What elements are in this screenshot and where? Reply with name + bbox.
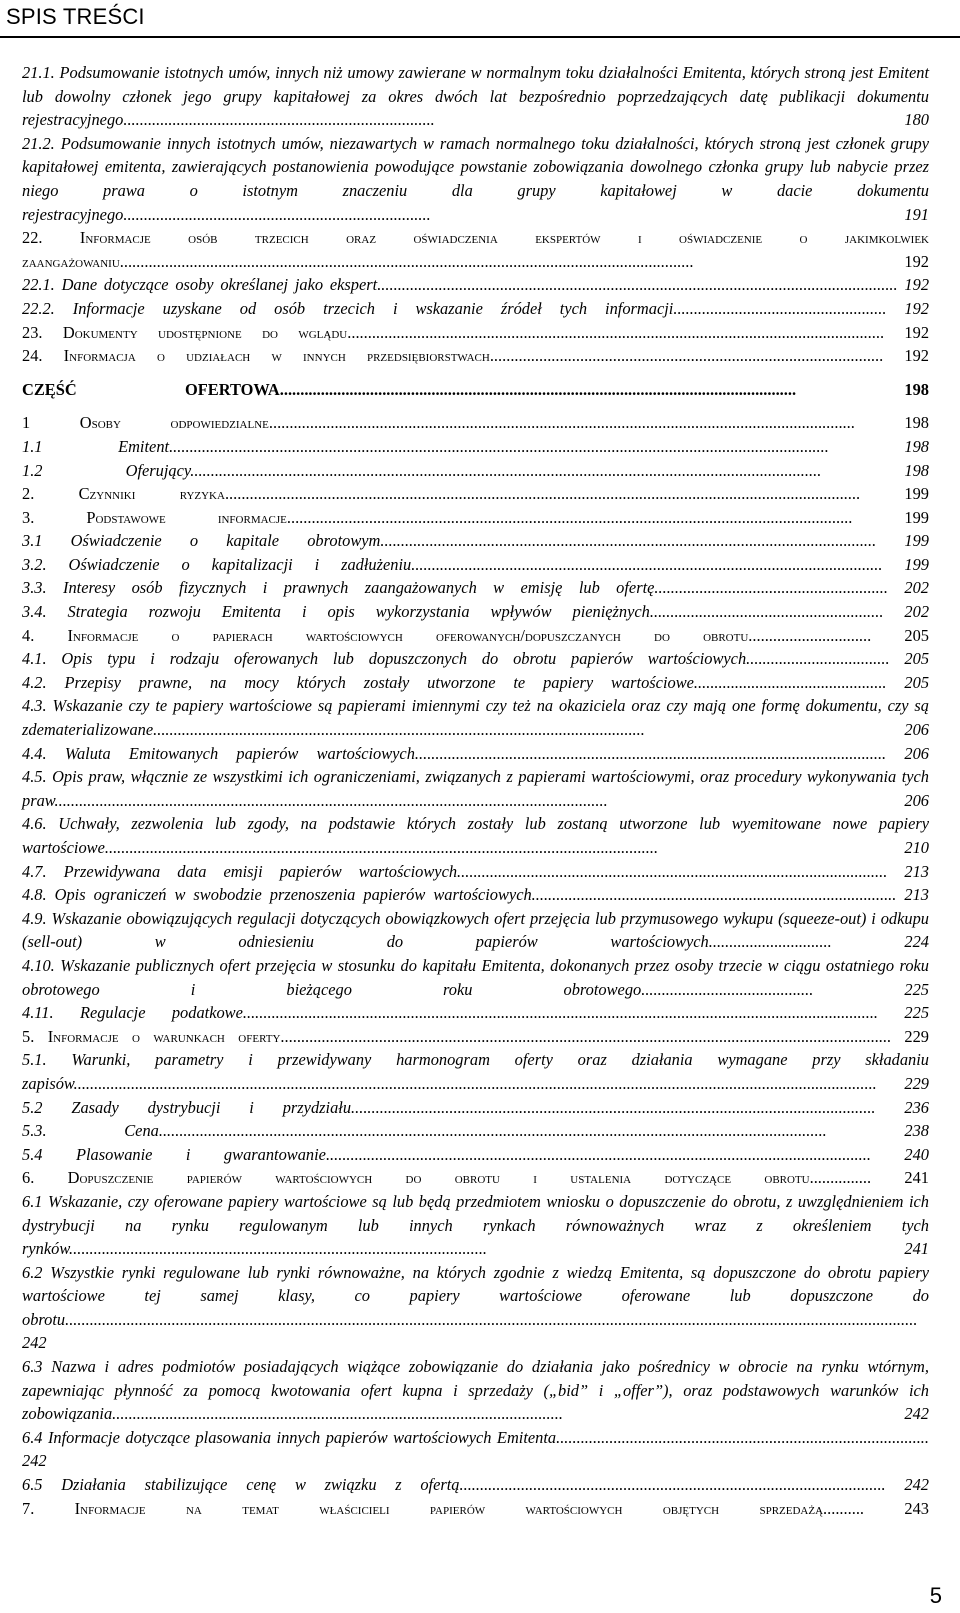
toc-entry-text: 6.1 Wskazanie, czy oferowane papiery wartościowe są lub będą przedmiotem wniosku o dopuszczenie do obrotu, z uwzględnieniem ich dystrybucji na rynku regulowanym lub innych rynkach równoważnych wraz z określeniem tych rynków: [22, 1191, 929, 1259]
toc-entry-page: 192: [904, 275, 930, 295]
toc-entry-text: 1.1 Emitent: [22, 436, 170, 456]
toc-entry-page: 242: [22, 1451, 47, 1471]
header-divider: [0, 36, 960, 38]
toc-entry-4-10[interactable]: 4.10. Wskazanie publicznych ofert przejęcia w stosunku do kapitału Emitenta, dokonanych przez osoby trzecie w ciągu ostatniego roku obrotowego i bieżącego roku obrotowego.......................................... 225: [22, 955, 929, 999]
toc-entry-text: 7. Informacje na temat właścicieli papierów wartościowych objętych sprzedażą: [22, 1498, 824, 1518]
toc-entry-text: 23. Dokumenty udostępnione do wglądu: [22, 322, 348, 342]
toc-entry-4-7[interactable]: 4.7. Przewidywana data emisji papierów wartościowych......................................................................................................... 213: [22, 861, 929, 881]
toc-entry-text: 5.1. Warunki, parametry i przewidywany harmonogram oferty oraz działania wymagane przy składaniu zapisów.: [22, 1050, 929, 1093]
toc-entry-czesc-ofertowa[interactable]: CZĘŚĆ OFERTOWA.............................................................................................................................. 198: [22, 379, 929, 399]
toc-entry-page: 224: [904, 932, 929, 952]
toc-entry-text: 21.1. Podsumowanie istotnych umów, innych niż umowy zawierane w normalnym toku działalności Emitenta, których stroną jest Emitent lub dowolny członek jego grupy kapitałowej za okres dwóch lat bezpośrednio poprzedzających datę publikacji dokumentu rejestracyjnego: [22, 63, 929, 130]
toc-entry-text: 21.2. Podsumowanie innych istotnych umów, niezawartych w ramach normalnego toku działalności, których stroną jest członek grupy kapitałowej emitenta, zawierających postanowienia powodujące powstanie zobowiązania dowolnego członka grupy lub nabycie przez niego prawa o istotnym znaczeniu dla grupy kapitałowej w dacie dokumentu rejestracyjnego: [22, 133, 929, 224]
toc-entry-text: 6.2 Wszystkie rynki regulowane lub rynki równoważne, na których zgodnie z wiedzą Emitenta, są dopuszczone do obrotu papiery wartościowe tej samej klasy, co papiery wartościowe oferowane lub dopuszczone do obrotu: [22, 1262, 929, 1329]
toc-entry-text: 5.3. Cena: [22, 1121, 159, 1141]
toc-entry-4-3[interactable]: 4.3. Wskazanie czy te papiery wartościowe są papierami imiennymi czy też na okaziciela oraz czy mają one formę dokumentu, czy są zdematerializowane........................................................................................................................ 206: [22, 696, 929, 740]
toc-entry-text: 4.10. Wskazanie publicznych ofert przejęcia w stosunku do kapitału Emitenta, dokonanych przez osoby trzecie w ciągu ostatniego roku obrotowego i bieżącego roku obrotowego.: [22, 955, 929, 999]
table-of-contents: [22, 61, 929, 1520]
toc-entry-text: 6. Dopuszczenie papierów wartościowych do obrotu i ustalenia dotyczące obrotu: [22, 1168, 810, 1188]
toc-entry-text: 24. Informacja o udziałach w innych przedsiębiorstwach: [22, 346, 490, 366]
toc-entry-page: 202: [904, 578, 929, 598]
toc-entry-page: 206: [904, 790, 929, 810]
section-gap: [22, 401, 929, 411]
toc-entry-text: 4.8. Opis ograniczeń w swobodzie przenoszenia papierów wartościowych.: [22, 885, 536, 905]
toc-entry-page: 225: [904, 1003, 930, 1023]
toc-entry-page: 240: [904, 1144, 929, 1164]
toc-entry-page: 206: [904, 743, 929, 763]
toc-entry-page: 213: [904, 861, 929, 881]
toc-entry-22-2[interactable]: 22.2. Informacje uzyskane od osób trzecich i wskazanie źródeł tych informacji.................................................... 192: [22, 298, 929, 318]
toc-entry-text: 6.5 Działania stabilizujące cenę w związku z ofertą: [22, 1475, 460, 1495]
section-gap: [22, 368, 929, 378]
page-number: 5: [929, 1583, 942, 1608]
toc-entry-text: 4.7. Przewidywana data emisji papierów wartościowych.: [22, 861, 462, 881]
toc-entry-text: 4.11. Regulacje podatkowe: [22, 1003, 243, 1023]
toc-entry-text: CZĘŚĆ OFERTOWA: [22, 379, 280, 399]
toc-entry-6-2[interactable]: 6.2 Wszystkie rynki regulowane lub rynki równoważne, na których zgodnie z wiedzą Emitenta, są dopuszczone do obrotu papiery wartościowe tej samej klasy, co papiery wartościowe oferowane lub dopuszczone do obrotu................................................................................................................................................................................................................ 242: [22, 1262, 929, 1353]
toc-entry-4-4[interactable]: 4.4. Waluta Emitowanych papierów wartościowych................................................................................................................... 206: [22, 743, 929, 763]
toc-entry-text: 4.4. Waluta Emitowanych papierów wartościowych.: [22, 743, 420, 763]
toc-entry-4-6[interactable]: 4.6. Uchwały, zezwolenia lub zgody, na podstawie których zostały lub zostaną utworzone lub wyemitowane nowe papiery wartościowe....................................................................................................................................... 210: [22, 814, 929, 857]
toc-entry-4-2[interactable]: 4.2. Przepisy prawne, na mocy których zostały utworzone te papiery wartościowe............................................... 205: [22, 672, 930, 692]
toc-entry-1-2[interactable]: 1.2 Oferujący.......................................................................................................................................................... 198: [22, 460, 929, 480]
toc-entry-text: 1 Osoby odpowiedzialne: [22, 413, 269, 433]
toc-entry-page: 242: [904, 1404, 929, 1424]
toc-entry-page: 199: [904, 554, 929, 574]
toc-entry-page: 199: [904, 507, 929, 527]
toc-entry-text: 6.4 Informacje dotyczące plasowania innych papierów wartościowych Emitenta: [22, 1427, 557, 1447]
toc-entry-22[interactable]: 22. Informacje osób trzecich oraz oświadczenia ekspertów i oświadczenie o jakimkolwiek zaangażowaniu............................................................................................................................................ 192: [22, 228, 929, 271]
toc-entry-6-3[interactable]: 6.3 Nazwa i adres podmiotów posiadających wiążące zobowiązanie do działania jako pośrednicy w obrocie na rynku wtórnym, zapewniając płynność za pomocą kwotowania ofert kupna i sprzedaży („bid” i „offer”), oraz podstawowych warunków ich zobowiązania.............................................................................................................. 242: [22, 1357, 929, 1424]
toc-entry-page: 210: [904, 838, 929, 857]
toc-entry-text: 3.1 Oświadczenie o kapitale obrotowym: [22, 531, 381, 551]
toc-entry-page: 198: [904, 413, 929, 433]
toc-entry-text: 5. Informacje o warunkach oferty: [22, 1026, 281, 1046]
toc-entry-page: 199: [904, 531, 929, 551]
toc-entry-text: 6.3 Nazwa i adres podmiotów posiadających wiążące zobowiązanie do działania jako pośrednicy w obrocie na rynku wtórnym, zapewniając płynność za pomocą kwotowania ofert kupna i sprzedaży („bid” i „offer”), oraz podstawowych warunków ich zobowiązania: [22, 1357, 929, 1424]
toc-entry-page: 199: [904, 484, 929, 504]
toc-entry-22-1[interactable]: 22.1. Dane dotyczące osoby określanej jako ekspert............................................................................................................................... 192: [22, 275, 930, 295]
toc-entry-text: 22.1. Dane dotyczące osoby określanej jako ekspert: [22, 275, 378, 295]
toc-entry-3-4[interactable]: 3.4. Strategia rozwoju Emitenta i opis wykorzystania wpływów pieniężnych......................................................... 202: [22, 602, 930, 622]
toc-entry-6-1[interactable]: 6.1 Wskazanie, czy oferowane papiery wartościowe są lub będą przedmiotem wniosku o dopuszczenie do obrotu, z uwzględnieniem ich dystrybucji na rynku regulowanym lub innych rynkach równoważnych wraz z określeniem tych rynków...................................................................................................... 241: [22, 1191, 929, 1259]
toc-entry-page: 198: [904, 460, 929, 480]
toc-entry-page: 191: [904, 204, 929, 224]
toc-entry-page: 198: [904, 436, 929, 456]
toc-entry-text: 4. Informacje o papierach wartościowych oferowanych/dopuszczanych do obrotu: [22, 625, 749, 645]
toc-entry-text: 5.4 Plasowanie i gwarantowanie: [22, 1144, 326, 1164]
toc-entry-3-1[interactable]: 3.1 Oświadczenie o kapitale obrotowym......................................................................................................................... 199: [22, 531, 929, 551]
toc-entry-5[interactable]: 5. Informacje o warunkach oferty..................................................................................................................................................... 229: [22, 1026, 929, 1046]
toc-entry-4-8[interactable]: 4.8. Opis ograniczeń w swobodzie przenoszenia papierów wartościowych......................................................................................... 213: [22, 885, 929, 905]
toc-entry-21-1[interactable]: 21.1. Podsumowanie istotnych umów, innych niż umowy zawierane w normalnym toku działalności Emitenta, których stroną jest Emitent lub dowolny członek jego grupy kapitałowej za okres dwóch lat bezpośrednio poprzedzających datę publikacji dokumentu rejestracyjnego............................................................................ 180: [22, 63, 929, 130]
toc-entry-text: 3.2. Oświadczenie o kapitalizacji i zadłużeniu: [22, 554, 412, 574]
toc-entry-4[interactable]: 4. Informacje o papierach wartościowych oferowanych/dopuszczanych do obrotu.............................. 205: [22, 625, 929, 645]
toc-entry-text: 3.3. Interesy osób fizycznych i prawnych zaangażowanych w emisję lub ofertę: [22, 578, 655, 598]
toc-entry-page: 241: [904, 1239, 929, 1259]
toc-entry-3-3[interactable]: 3.3. Interesy osób fizycznych i prawnych zaangażowanych w emisję lub ofertę......................................................... 202: [22, 578, 929, 598]
page-title: SPIS TREŚCI: [6, 4, 145, 29]
toc-entry-page: 229: [904, 1026, 929, 1046]
toc-entry-1-1[interactable]: 1.1 Emitent................................................................................................................................................................. 198: [22, 436, 929, 456]
toc-entry-page: 241: [904, 1168, 929, 1188]
toc-entry-text: 4.5. Opis praw, włącznie ze wszystkimi ich ograniczeniami, związanych z papierami wartościowymi, oraz procedury wykonywania tych praw.: [22, 767, 929, 810]
toc-entry-5-4[interactable]: 5.4 Plasowanie i gwarantowanie..................................................................................................................................... 240: [22, 1144, 929, 1164]
toc-entry-page: 238: [904, 1121, 929, 1141]
toc-entry-23[interactable]: 23. Dokumenty udostępnione do wglądu................................................................................................................................... 192: [22, 322, 930, 342]
toc-entry-page: 206: [904, 720, 929, 740]
toc-entry-text: 3.4. Strategia rozwoju Emitenta i opis wykorzystania wpływów pieniężnych: [22, 602, 650, 622]
toc-entry-6-4[interactable]: 6.4 Informacje dotyczące plasowania innych papierów wartościowych Emitenta........................................................................................... 242: [22, 1427, 929, 1471]
toc-entry-page: 205: [904, 672, 930, 692]
toc-entry-4-9[interactable]: 4.9. Wskazanie obowiązujących regulacji dotyczących obowiązkowych ofert przejęcia lub przymusowego wykupu (squeeze-out) i odkupu (sell-out) w odniesieniu do papierów wartościowych.............................. 224: [22, 908, 929, 952]
toc-entry-page: 205: [904, 625, 929, 645]
toc-entry-2[interactable]: 2. Czynniki ryzyka........................................................................................................................................................... 199: [22, 484, 929, 504]
toc-entry-page: 205: [904, 649, 930, 669]
toc-entry-page: 243: [904, 1498, 929, 1518]
toc-entry-text: 4.3. Wskazanie czy te papiery wartościowe są papierami imiennymi czy też na okaziciela oraz czy mają one formę dokumentu, czy są zdematerializowane.: [22, 696, 929, 740]
toc-entry-text: 4.9. Wskazanie obowiązujących regulacji dotyczących obowiązkowych ofert przejęcia lub przymusowego wykupu (squeeze-out) i odkupu (sell-out) w odniesieniu do papierów wartościowych.: [22, 908, 929, 952]
toc-entry-page: 180: [904, 110, 929, 130]
toc-entry-page: 202: [904, 602, 930, 622]
toc-entry-page: 236: [904, 1097, 929, 1117]
toc-entry-text: 22. Informacje osób trzecich oraz oświadczenia ekspertów i oświadczenie o jakimkolwiek zaangażowaniu: [22, 228, 929, 271]
toc-entry-page: 242: [904, 1475, 929, 1495]
toc-entry-5-3[interactable]: 5.3. Cena................................................................................................................................................................... 238: [22, 1121, 929, 1141]
toc-entry-page: 198: [904, 379, 929, 399]
toc-entry-page: 213: [904, 885, 929, 905]
toc-entry-text: 5.2 Zasady dystrybucji i przydziału: [22, 1097, 352, 1117]
toc-entry-page: 192: [904, 322, 930, 342]
toc-entry-page: 192: [904, 298, 929, 318]
toc-entry-4-5[interactable]: 4.5. Opis praw, włącznie ze wszystkimi ich ograniczeniami, związanych z papierami wartościowymi, oraz procedury wykonywania tych praw....................................................................................................................................... 206: [22, 767, 929, 810]
toc-entry-text: 4.1. Opis typu i rodzaju oferowanych lub dopuszczonych do obrotu papierów wartościowych: [22, 649, 747, 669]
toc-entry-5-1[interactable]: 5.1. Warunki, parametry i przewidywany harmonogram oferty oraz działania wymagane przy składaniu zapisów.................................................................................................................................................................................................... 229: [22, 1050, 929, 1093]
toc-entry-3[interactable]: 3. Podstawowe informacje.......................................................................................................................................... 199: [22, 507, 929, 527]
toc-entry-6[interactable]: 6. Dopuszczenie papierów wartościowych do obrotu i ustalenia dotyczące obrotu............... 241: [22, 1168, 929, 1188]
toc-entry-text: 4.2. Przepisy prawne, na mocy których zostały utworzone te papiery wartościowe.: [22, 672, 699, 692]
toc-entry-3-2[interactable]: 3.2. Oświadczenie o kapitalizacji i zadłużeniu................................................................................................................... 199: [22, 554, 929, 574]
toc-entry-page: 192: [904, 346, 929, 366]
toc-entry-page: 192: [904, 251, 929, 271]
toc-entry-text: 4.6. Uchwały, zezwolenia lub zgody, na podstawie których zostały lub zostaną utworzone lub wyemitowane nowe papiery wartościowe.: [22, 814, 929, 857]
toc-entry-7[interactable]: 7. Informacje na temat właścicieli papierów wartościowych objętych sprzedażą.......... 243: [22, 1498, 929, 1518]
toc-entry-24[interactable]: 24. Informacja o udziałach w innych przedsiębiorstwach................................................................................................ 192: [22, 346, 929, 366]
toc-entry-text: 22.2. Informacje uzyskane od osób trzecich i wskazanie źródeł tych informacji: [22, 298, 674, 318]
toc-entry-6-5[interactable]: 6.5 Działania stabilizujące cenę w związku z ofertą........................................................................................................ 242: [22, 1475, 929, 1495]
toc-entry-1[interactable]: 1 Osoby odpowiedzialne............................................................................................................................................... 198: [22, 413, 929, 433]
toc-entry-page: 229: [904, 1073, 929, 1093]
toc-entry-21-2[interactable]: 21.2. Podsumowanie innych istotnych umów, niezawartych w ramach normalnego toku działalności, których stroną jest członek grupy kapitałowej emitenta, zawierających postanowienia powodujące powstanie zobowiązania dowolnego członka grupy lub nabycie przez niego prawa o istotnym znaczeniu dla grupy kapitałowej w dacie dokumentu rejestracyjnego........................................................................... 191: [22, 133, 929, 224]
toc-entry-text: 1.2 Oferujący: [22, 460, 191, 480]
toc-entry-4-1[interactable]: 4.1. Opis typu i rodzaju oferowanych lub dopuszczonych do obrotu papierów wartościowych................................... 205: [22, 649, 930, 669]
toc-entry-5-2[interactable]: 5.2 Zasady dystrybucji i przydziału................................................................................................................................ 236: [22, 1097, 929, 1117]
toc-entry-page: 242: [22, 1333, 47, 1353]
toc-entry-text: 3. Podstawowe informacje: [22, 507, 287, 527]
toc-entry-text: 2. Czynniki ryzyka: [22, 484, 225, 504]
toc-entry-page: 225: [904, 979, 929, 999]
toc-entry-4-11[interactable]: 4.11. Regulacje podatkowe........................................................................................................................................................... 225: [22, 1003, 930, 1023]
